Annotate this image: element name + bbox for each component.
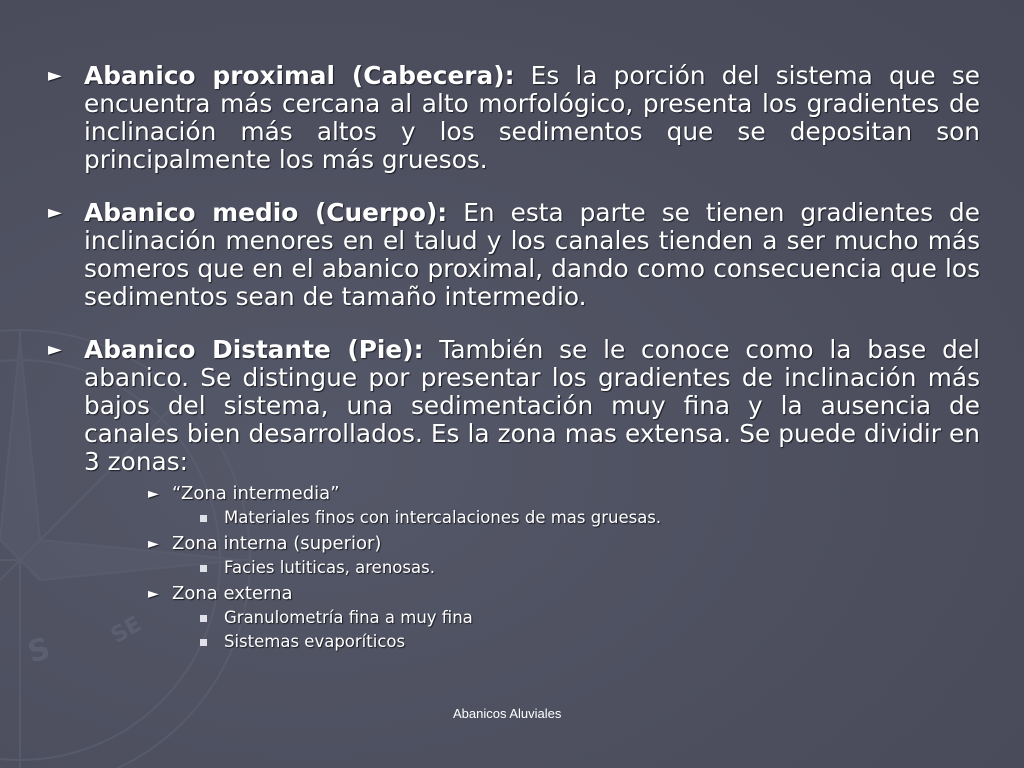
slide-content: [44, 62, 980, 654]
square-bullet-icon: [200, 615, 207, 622]
term-description: También se le conoce como la base del abanico. Se distingue por presentar los gradientes de inclinación más bajos del sistema, una sedimentación muy fina y la ausencia de canales bien desarrollados. Es la zona mas extensa. Se puede dividir en 3 zonas:: [84, 335, 981, 476]
zone-detail: [44, 556, 980, 580]
square-bullet-icon: [200, 639, 207, 646]
zone-detail-text: Granulometría fina a muy fina: [224, 608, 473, 627]
zone-detail: [44, 630, 980, 654]
zone-detail-text: Sistemas evaporíticos: [224, 632, 406, 651]
zone-detail: [44, 506, 980, 530]
term-description: En esta parte se tienen gradientes de inclinación menores en el talud y los canales tienden a ser mucho más someros que en el abanico proximal, dando como consecuencia que los sedimentos sean de tamaño intermedio.: [84, 198, 980, 311]
bullet-abanico-medio: [44, 199, 980, 311]
term-description: Es la porción del sistema que se encuentra más cercana al alto morfológico, presenta los gradientes de inclinación más altos y los sedimentos que se depositan son principalmente los más gruesos.: [84, 61, 980, 174]
zone-detail: [44, 606, 980, 630]
zone-label: “Zona intermedia”: [172, 483, 340, 504]
square-bullet-icon: [200, 515, 207, 522]
zones-list: [44, 482, 980, 654]
arrow-bullet-icon: ►: [148, 536, 159, 552]
compass-letter-south: S: [24, 631, 54, 671]
zone-label: Zona interna (superior): [172, 533, 382, 554]
arrow-bullet-icon: ►: [48, 339, 62, 360]
compass-letter-southeast: SE: [106, 611, 147, 649]
bullet-abanico-distante: [44, 336, 980, 476]
zone-item: [44, 532, 980, 556]
arrow-bullet-icon: ►: [48, 202, 62, 223]
term-label: Abanico proximal (Cabecera):: [84, 61, 515, 90]
zone-detail-text: Materiales finos con intercalaciones de mas gruesas.: [224, 508, 662, 527]
slide-footer: Abanicos Aluviales: [453, 706, 562, 721]
term-label: Abanico medio (Cuerpo):: [84, 198, 448, 227]
term-label: Abanico Distante (Pie):: [84, 335, 424, 364]
zone-item: [44, 582, 980, 606]
square-bullet-icon: [200, 565, 207, 572]
bullet-abanico-proximal: [44, 62, 980, 174]
arrow-bullet-icon: ►: [48, 65, 62, 86]
arrow-bullet-icon: ►: [148, 586, 159, 602]
zone-detail-text: Facies lutiticas, arenosas.: [224, 558, 435, 577]
zone-item: [44, 482, 980, 506]
zone-label: Zona externa: [172, 583, 293, 604]
arrow-bullet-icon: ►: [148, 486, 159, 502]
